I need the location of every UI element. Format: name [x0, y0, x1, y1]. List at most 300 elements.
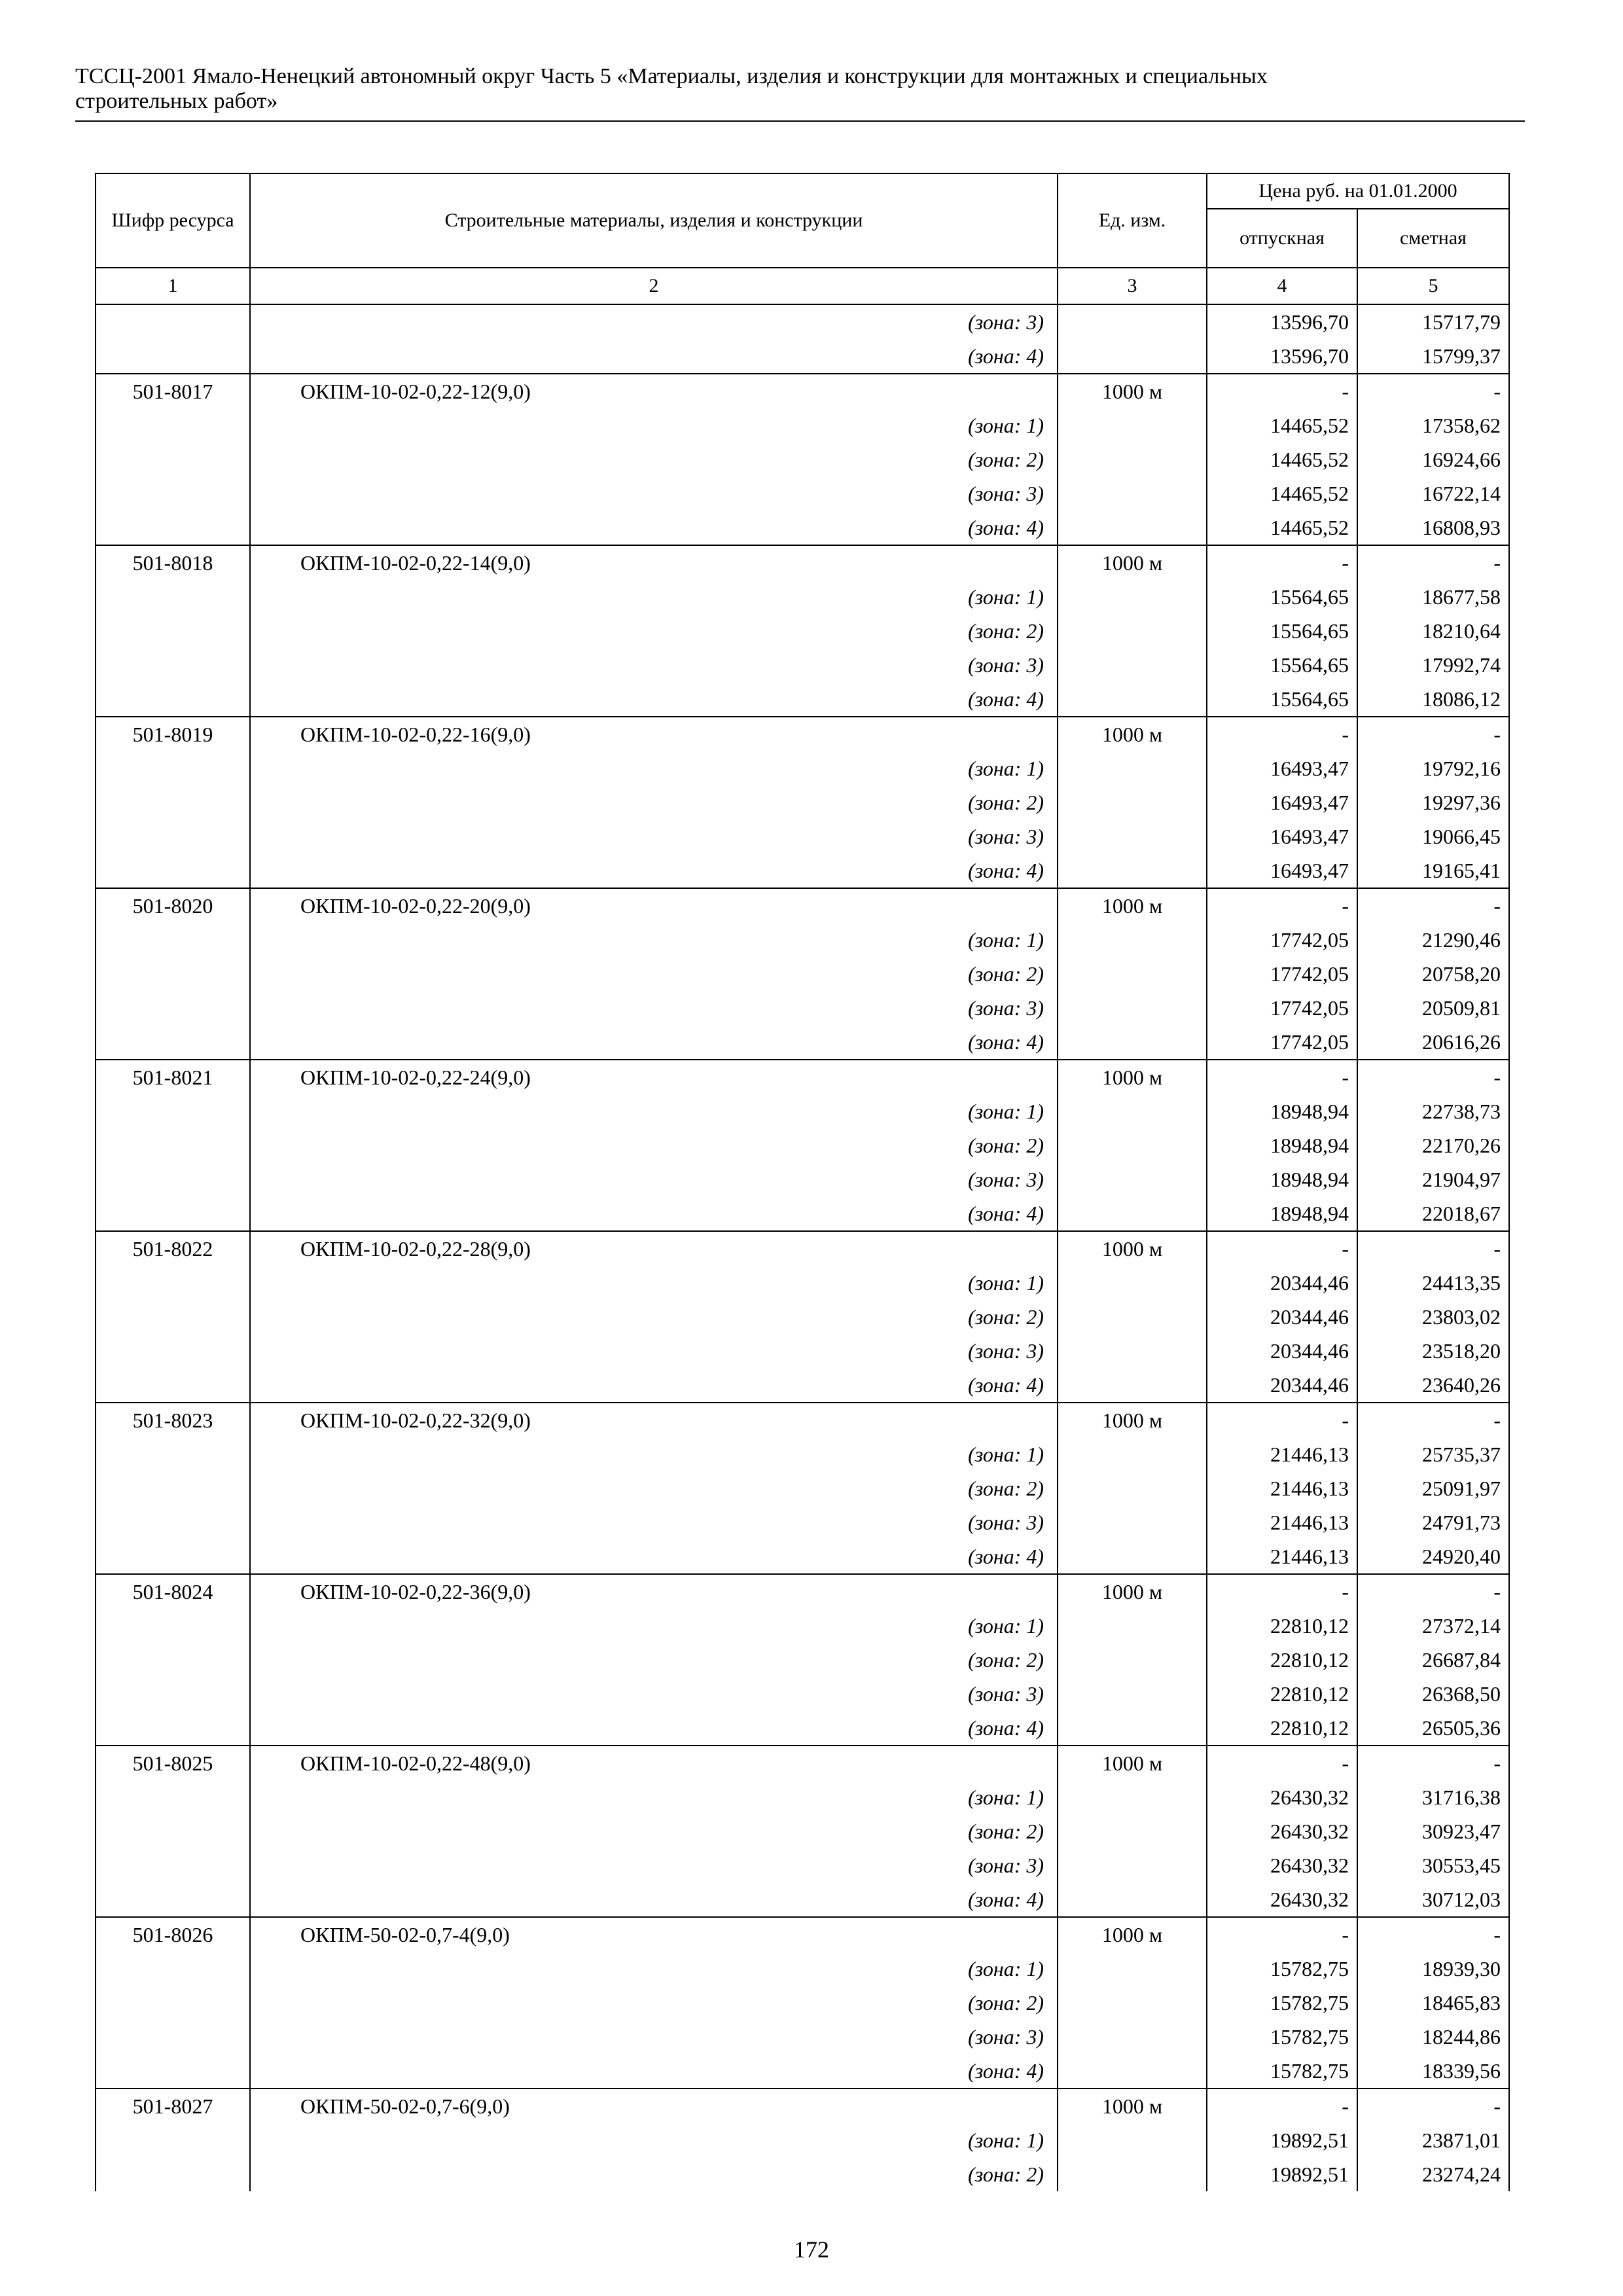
resource-name: ОКПМ-10-02-0,22-24(9,0) — [250, 1060, 1058, 1094]
code-cell — [96, 511, 250, 545]
zone-row — [96, 991, 1509, 1025]
table-row — [96, 1231, 1509, 1266]
zone-row — [96, 1814, 1509, 1848]
zone-row — [96, 614, 1509, 648]
release-price: - — [1207, 888, 1357, 923]
header-price-group: Цена руб. на 01.01.2000 — [1207, 173, 1509, 209]
col-number-2: 2 — [250, 268, 1058, 304]
table-body — [96, 304, 1509, 2191]
release-price: 14465,52 — [1207, 408, 1357, 442]
zone-label: (зона: 2) — [250, 1814, 1058, 1848]
estimate-price: 20509,81 — [1357, 991, 1509, 1025]
unit-cell — [1058, 957, 1207, 991]
unit-cell — [1058, 785, 1207, 819]
release-price: 15782,75 — [1207, 1952, 1357, 1986]
estimate-price: 18086,12 — [1357, 682, 1509, 717]
code-cell — [96, 1643, 250, 1677]
zone-row — [96, 1609, 1509, 1643]
zone-label: (зона: 3) — [250, 819, 1058, 853]
zone-row — [96, 2157, 1509, 2191]
release-price: - — [1207, 545, 1357, 580]
zone-row — [96, 1094, 1509, 1128]
zone-label: (зона: 3) — [250, 1848, 1058, 1882]
unit-cell — [1058, 2020, 1207, 2054]
code-cell — [96, 1094, 250, 1128]
release-price: - — [1207, 2089, 1357, 2123]
zone-label: (зона: 3) — [250, 1677, 1058, 1711]
unit-cell: 1000 м — [1058, 545, 1207, 580]
price-table — [95, 173, 1510, 2191]
unit-cell — [1058, 2123, 1207, 2157]
code-cell — [96, 1025, 250, 1060]
unit-cell — [1058, 1196, 1207, 1231]
release-price: - — [1207, 1917, 1357, 1952]
zone-row — [96, 476, 1509, 511]
estimate-price: 23640,26 — [1357, 1368, 1509, 1403]
header-unit: Ед. изм. — [1058, 173, 1207, 268]
release-price: 15564,65 — [1207, 614, 1357, 648]
unit-cell — [1058, 1162, 1207, 1196]
resource-name: ОКПМ-10-02-0,22-32(9,0) — [250, 1403, 1058, 1437]
table-row — [96, 374, 1509, 408]
table-row — [96, 1574, 1509, 1609]
zone-label: (зона: 1) — [250, 1952, 1058, 1986]
unit-cell — [1058, 1848, 1207, 1882]
code-cell — [96, 408, 250, 442]
zone-row — [96, 2020, 1509, 2054]
zone-label: (зона: 4) — [250, 853, 1058, 888]
zone-label: (зона: 2) — [250, 785, 1058, 819]
col-number-1: 1 — [96, 268, 250, 304]
release-price: 15564,65 — [1207, 648, 1357, 682]
release-price: - — [1207, 1231, 1357, 1266]
code-cell — [96, 853, 250, 888]
release-price: 26430,32 — [1207, 1780, 1357, 1814]
code-cell — [96, 648, 250, 682]
zone-row — [96, 1266, 1509, 1300]
unit-cell — [1058, 1300, 1207, 1334]
unit-cell — [1058, 1266, 1207, 1300]
code-cell — [96, 1437, 250, 1471]
unit-cell — [1058, 1128, 1207, 1162]
estimate-price: 22018,67 — [1357, 1196, 1509, 1231]
zone-label: (зона: 2) — [250, 2157, 1058, 2191]
table-row — [96, 1403, 1509, 1437]
zone-label: (зона: 1) — [250, 751, 1058, 785]
estimate-price: 23871,01 — [1357, 2123, 1509, 2157]
unit-cell — [1058, 1334, 1207, 1368]
resource-code: 501-8026 — [96, 1917, 250, 1952]
estimate-price: - — [1357, 545, 1509, 580]
unit-cell — [1058, 1505, 1207, 1539]
zone-row — [96, 1643, 1509, 1677]
estimate-price: 18465,83 — [1357, 1986, 1509, 2020]
zone-label: (зона: 3) — [250, 991, 1058, 1025]
release-price: 13596,70 — [1207, 304, 1357, 339]
col-number-5: 5 — [1357, 268, 1509, 304]
release-price: 22810,12 — [1207, 1609, 1357, 1643]
code-cell — [96, 1814, 250, 1848]
zone-label: (зона: 4) — [250, 1711, 1058, 1746]
zone-label: (зона: 2) — [250, 957, 1058, 991]
estimate-price: 18244,86 — [1357, 2020, 1509, 2054]
release-price: 26430,32 — [1207, 1848, 1357, 1882]
zone-label: (зона: 1) — [250, 1780, 1058, 1814]
unit-cell: 1000 м — [1058, 1917, 1207, 1952]
unit-cell — [1058, 2157, 1207, 2191]
code-cell — [96, 1952, 250, 1986]
code-cell — [96, 1128, 250, 1162]
header-name: Строительные материалы, изделия и конструкции — [250, 173, 1058, 268]
zone-row — [96, 1780, 1509, 1814]
unit-cell — [1058, 853, 1207, 888]
estimate-price: 26368,50 — [1357, 1677, 1509, 1711]
release-price: 22810,12 — [1207, 1677, 1357, 1711]
zone-label: (зона: 4) — [250, 1025, 1058, 1060]
unit-cell — [1058, 511, 1207, 545]
estimate-price: - — [1357, 1917, 1509, 1952]
release-price: 17742,05 — [1207, 991, 1357, 1025]
release-price: 22810,12 — [1207, 1711, 1357, 1746]
resource-name: ОКПМ-10-02-0,22-14(9,0) — [250, 545, 1058, 580]
code-cell — [96, 1505, 250, 1539]
code-cell — [96, 580, 250, 614]
zone-row — [96, 1128, 1509, 1162]
zone-row — [96, 1437, 1509, 1471]
estimate-price: 16808,93 — [1357, 511, 1509, 545]
code-cell — [96, 1848, 250, 1882]
zone-row — [96, 923, 1509, 957]
code-cell — [96, 1986, 250, 2020]
unit-cell — [1058, 682, 1207, 717]
code-cell — [96, 2020, 250, 2054]
unit-cell — [1058, 1882, 1207, 1917]
release-price: 26430,32 — [1207, 1814, 1357, 1848]
zone-row — [96, 511, 1509, 545]
header-rule — [75, 120, 1525, 122]
zone-row — [96, 1882, 1509, 1917]
estimate-price: 22738,73 — [1357, 1094, 1509, 1128]
estimate-price: 31716,38 — [1357, 1780, 1509, 1814]
col-number-4: 4 — [1207, 268, 1357, 304]
unit-cell — [1058, 1025, 1207, 1060]
release-price: 26430,32 — [1207, 1882, 1357, 1917]
zone-row — [96, 1952, 1509, 1986]
release-price: - — [1207, 1574, 1357, 1609]
unit-cell — [1058, 442, 1207, 476]
unit-cell — [1058, 991, 1207, 1025]
estimate-price: 27372,14 — [1357, 1609, 1509, 1643]
zone-label: (зона: 3) — [250, 2020, 1058, 2054]
code-cell — [96, 1711, 250, 1746]
release-price: 20344,46 — [1207, 1334, 1357, 1368]
unit-cell — [1058, 819, 1207, 853]
release-price: 18948,94 — [1207, 1196, 1357, 1231]
zone-row — [96, 1848, 1509, 1882]
release-price: 14465,52 — [1207, 511, 1357, 545]
table-row — [96, 1060, 1509, 1094]
release-price: - — [1207, 1746, 1357, 1780]
header-code: Шифр ресурса — [96, 173, 250, 268]
zone-row — [96, 1539, 1509, 1574]
unit-cell — [1058, 1471, 1207, 1505]
release-price: 14465,52 — [1207, 476, 1357, 511]
resource-code: 501-8018 — [96, 545, 250, 580]
resource-code: 501-8025 — [96, 1746, 250, 1780]
estimate-price: 21904,97 — [1357, 1162, 1509, 1196]
unit-cell — [1058, 1609, 1207, 1643]
code-cell — [96, 1677, 250, 1711]
table-row — [96, 717, 1509, 751]
zone-label: (зона: 4) — [250, 339, 1058, 374]
release-price: 17742,05 — [1207, 923, 1357, 957]
resource-code: 501-8021 — [96, 1060, 250, 1094]
unit-cell — [1058, 1643, 1207, 1677]
estimate-price: 15717,79 — [1357, 304, 1509, 339]
release-price: 15782,75 — [1207, 1986, 1357, 2020]
release-price: 13596,70 — [1207, 339, 1357, 374]
release-price: 17742,05 — [1207, 957, 1357, 991]
unit-cell: 1000 м — [1058, 374, 1207, 408]
zone-row — [96, 957, 1509, 991]
resource-name: ОКПМ-50-02-0,7-6(9,0) — [250, 2089, 1058, 2123]
unit-cell — [1058, 648, 1207, 682]
header-line-2: строительных работ» — [75, 89, 278, 113]
zone-label: (зона: 2) — [250, 1300, 1058, 1334]
resource-name: ОКПМ-10-02-0,22-48(9,0) — [250, 1746, 1058, 1780]
code-cell — [96, 442, 250, 476]
zone-row — [96, 1471, 1509, 1505]
code-cell — [96, 923, 250, 957]
unit-cell — [1058, 614, 1207, 648]
release-price: 16493,47 — [1207, 819, 1357, 853]
release-price: - — [1207, 374, 1357, 408]
estimate-price: 30923,47 — [1357, 1814, 1509, 1848]
zone-label: (зона: 2) — [250, 614, 1058, 648]
unit-cell — [1058, 339, 1207, 374]
code-cell — [96, 614, 250, 648]
zone-row — [96, 1334, 1509, 1368]
unit-cell — [1058, 1677, 1207, 1711]
release-price: 16493,47 — [1207, 853, 1357, 888]
zone-label: (зона: 4) — [250, 2054, 1058, 2089]
zone-row — [96, 751, 1509, 785]
estimate-price: 24413,35 — [1357, 1266, 1509, 1300]
col-number-3: 3 — [1058, 268, 1207, 304]
estimate-price: - — [1357, 374, 1509, 408]
resource-name: ОКПМ-10-02-0,22-12(9,0) — [250, 374, 1058, 408]
code-cell — [96, 1780, 250, 1814]
estimate-price: 16722,14 — [1357, 476, 1509, 511]
estimate-price: 22170,26 — [1357, 1128, 1509, 1162]
release-price: 18948,94 — [1207, 1162, 1357, 1196]
zone-label: (зона: 3) — [250, 476, 1058, 511]
zone-row — [96, 1711, 1509, 1746]
release-price: 18948,94 — [1207, 1128, 1357, 1162]
resource-name: ОКПМ-50-02-0,7-4(9,0) — [250, 1917, 1058, 1952]
zone-label: (зона: 3) — [250, 648, 1058, 682]
zone-row — [96, 682, 1509, 717]
zone-row — [96, 1505, 1509, 1539]
unit-cell — [1058, 476, 1207, 511]
code-cell — [96, 304, 250, 339]
estimate-price: - — [1357, 1746, 1509, 1780]
unit-cell — [1058, 1780, 1207, 1814]
unit-cell: 1000 м — [1058, 1060, 1207, 1094]
release-price: 21446,13 — [1207, 1471, 1357, 1505]
release-price: 19892,51 — [1207, 2123, 1357, 2157]
unit-cell: 1000 м — [1058, 888, 1207, 923]
estimate-price: 19165,41 — [1357, 853, 1509, 888]
release-price: 18948,94 — [1207, 1094, 1357, 1128]
header-estimate: сметная — [1357, 209, 1509, 268]
zone-label: (зона: 1) — [250, 1094, 1058, 1128]
release-price: 15782,75 — [1207, 2054, 1357, 2089]
release-price: 19892,51 — [1207, 2157, 1357, 2191]
unit-cell — [1058, 304, 1207, 339]
unit-cell: 1000 м — [1058, 717, 1207, 751]
release-price: 16493,47 — [1207, 785, 1357, 819]
zone-row — [96, 1368, 1509, 1403]
release-price: - — [1207, 717, 1357, 751]
unit-cell: 1000 м — [1058, 2089, 1207, 2123]
release-price: 20344,46 — [1207, 1368, 1357, 1403]
estimate-price: 18210,64 — [1357, 614, 1509, 648]
unit-cell — [1058, 1094, 1207, 1128]
estimate-price: 19066,45 — [1357, 819, 1509, 853]
zone-label: (зона: 4) — [250, 1539, 1058, 1574]
unit-cell — [1058, 580, 1207, 614]
estimate-price: 19792,16 — [1357, 751, 1509, 785]
zone-label: (зона: 4) — [250, 1196, 1058, 1231]
unit-cell — [1058, 1368, 1207, 1403]
zone-row — [96, 1162, 1509, 1196]
table-row — [96, 888, 1509, 923]
unit-cell: 1000 м — [1058, 1231, 1207, 1266]
release-price: 21446,13 — [1207, 1539, 1357, 1574]
zone-label: (зона: 1) — [250, 580, 1058, 614]
unit-cell — [1058, 1986, 1207, 2020]
zone-label: (зона: 2) — [250, 442, 1058, 476]
unit-cell — [1058, 1814, 1207, 1848]
estimate-price: - — [1357, 1060, 1509, 1094]
table-row — [96, 1917, 1509, 1952]
estimate-price: 15799,37 — [1357, 339, 1509, 374]
estimate-price: - — [1357, 1231, 1509, 1266]
estimate-price: 16924,66 — [1357, 442, 1509, 476]
release-price: 22810,12 — [1207, 1643, 1357, 1677]
zone-row — [96, 442, 1509, 476]
estimate-price: - — [1357, 1574, 1509, 1609]
zone-row — [96, 1196, 1509, 1231]
zone-row — [96, 648, 1509, 682]
estimate-price: 23274,24 — [1357, 2157, 1509, 2191]
code-cell — [96, 2123, 250, 2157]
header-release: отпускная — [1207, 209, 1357, 268]
unit-cell — [1058, 1952, 1207, 1986]
estimate-price: 21290,46 — [1357, 923, 1509, 957]
code-cell — [96, 957, 250, 991]
resource-name: ОКПМ-10-02-0,22-28(9,0) — [250, 1231, 1058, 1266]
code-cell — [96, 1196, 250, 1231]
zone-label: (зона: 2) — [250, 1986, 1058, 2020]
header-line-1: ТССЦ-2001 Ямало-Ненецкий автономный округ Часть 5 «Материалы, изделия и конструкции для монтажных и специальных — [75, 64, 1268, 88]
zone-label: (зона: 1) — [250, 408, 1058, 442]
estimate-price: - — [1357, 1403, 1509, 1437]
resource-name: ОКПМ-10-02-0,22-16(9,0) — [250, 717, 1058, 751]
code-cell — [96, 1609, 250, 1643]
code-cell — [96, 1882, 250, 1917]
unit-cell — [1058, 923, 1207, 957]
unit-cell — [1058, 751, 1207, 785]
estimate-price: - — [1357, 2089, 1509, 2123]
code-cell — [96, 1539, 250, 1574]
zone-row — [96, 2054, 1509, 2089]
code-cell — [96, 785, 250, 819]
release-price: 15782,75 — [1207, 2020, 1357, 2054]
resource-code: 501-8023 — [96, 1403, 250, 1437]
table-row — [96, 2089, 1509, 2123]
unit-cell — [1058, 408, 1207, 442]
zone-row — [96, 580, 1509, 614]
estimate-price: 18677,58 — [1357, 580, 1509, 614]
release-price: 14465,52 — [1207, 442, 1357, 476]
table-row — [96, 545, 1509, 580]
zone-label: (зона: 1) — [250, 1437, 1058, 1471]
code-cell — [96, 751, 250, 785]
estimate-price: 25091,97 — [1357, 1471, 1509, 1505]
zone-label: (зона: 4) — [250, 682, 1058, 717]
estimate-price: 20758,20 — [1357, 957, 1509, 991]
table-header — [96, 173, 1509, 304]
code-cell — [96, 1334, 250, 1368]
estimate-price: 24791,73 — [1357, 1505, 1509, 1539]
release-price: 20344,46 — [1207, 1300, 1357, 1334]
zone-label: (зона: 1) — [250, 2123, 1058, 2157]
zone-row — [96, 853, 1509, 888]
estimate-price: 17358,62 — [1357, 408, 1509, 442]
code-cell — [96, 1300, 250, 1334]
release-price: 21446,13 — [1207, 1505, 1357, 1539]
table-row — [96, 1746, 1509, 1780]
code-cell — [96, 2157, 250, 2191]
zone-row — [96, 1025, 1509, 1060]
estimate-price: - — [1357, 888, 1509, 923]
release-price: 15564,65 — [1207, 580, 1357, 614]
code-cell — [96, 819, 250, 853]
release-price: - — [1207, 1060, 1357, 1094]
release-price: 16493,47 — [1207, 751, 1357, 785]
zone-row — [96, 1300, 1509, 1334]
code-cell — [96, 1471, 250, 1505]
code-cell — [96, 1162, 250, 1196]
estimate-price: 23803,02 — [1357, 1300, 1509, 1334]
estimate-price: 17992,74 — [1357, 648, 1509, 682]
code-cell — [96, 476, 250, 511]
code-cell — [96, 991, 250, 1025]
unit-cell — [1058, 1437, 1207, 1471]
page-number: 172 — [794, 2236, 829, 2263]
zone-row — [96, 1677, 1509, 1711]
zone-label: (зона: 3) — [250, 1334, 1058, 1368]
estimate-price: 25735,37 — [1357, 1437, 1509, 1471]
resource-code: 501-8022 — [96, 1231, 250, 1266]
unit-cell — [1058, 2054, 1207, 2089]
estimate-price: 24920,40 — [1357, 1539, 1509, 1574]
resource-name: ОКПМ-10-02-0,22-36(9,0) — [250, 1574, 1058, 1609]
release-price: 20344,46 — [1207, 1266, 1357, 1300]
zone-label: (зона: 4) — [250, 511, 1058, 545]
